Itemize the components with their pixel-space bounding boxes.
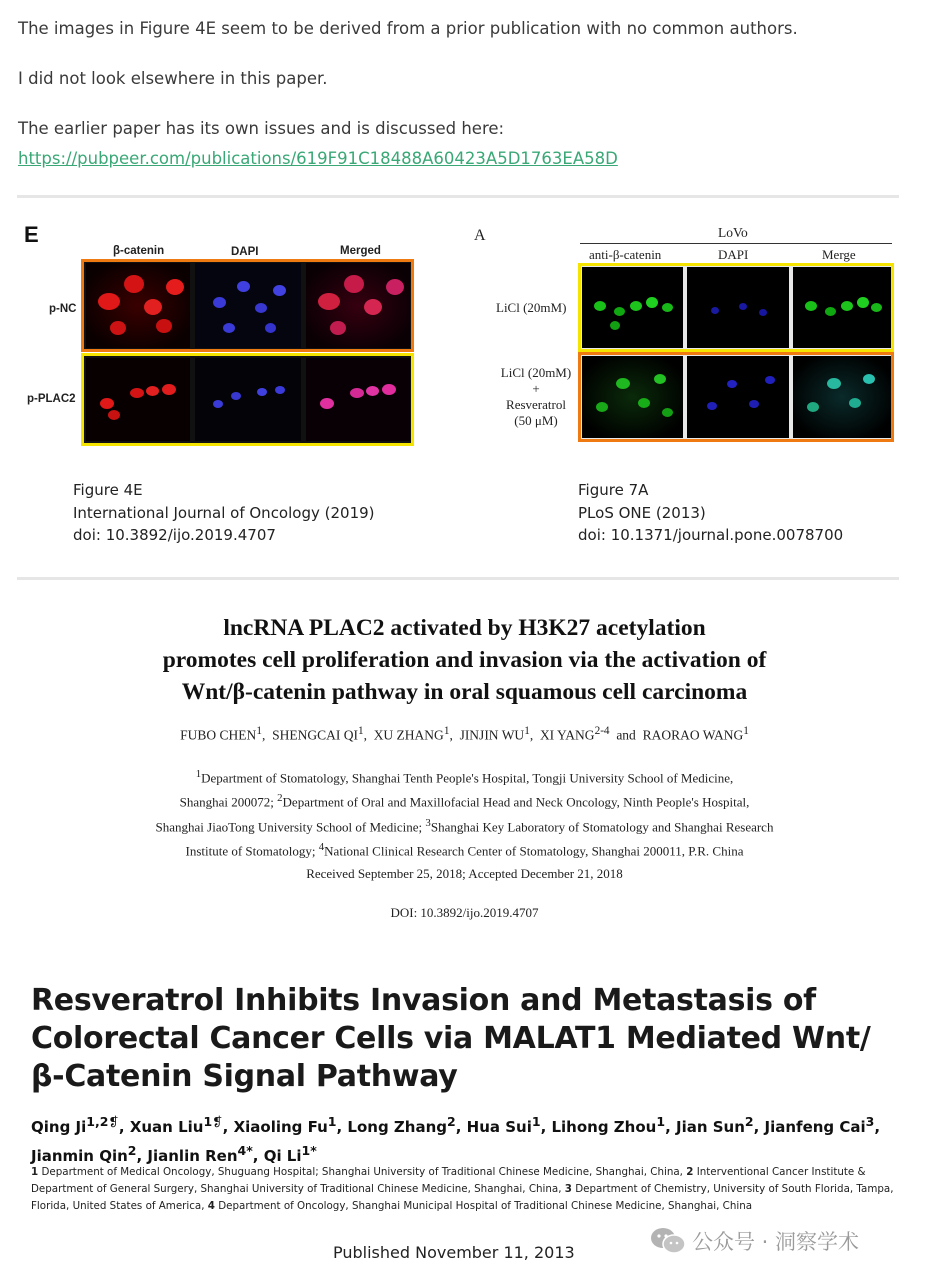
author-sup: 1❡ bbox=[203, 1114, 223, 1129]
author-sup: 1 bbox=[357, 725, 364, 737]
paper1-author: XU ZHANG bbox=[373, 727, 444, 743]
comment-body bbox=[18, 18, 898, 170]
caption-7a-doi: doi: 10.1371/journal.pone.0078700 bbox=[578, 526, 844, 544]
paper1-author: JINJIN WU bbox=[459, 727, 525, 743]
micro-dapi-pplac2 bbox=[195, 358, 301, 441]
micro-merge-licl bbox=[793, 267, 891, 348]
micro-dapi-licl bbox=[687, 267, 789, 348]
author-sup: 1 bbox=[656, 1114, 666, 1129]
caption-figure-7a bbox=[578, 479, 843, 547]
paper2-author: Long Zhang bbox=[347, 1118, 448, 1136]
paper1-doi: DOI: 10.3892/ijo.2019.4707 bbox=[390, 905, 539, 920]
paper2-aff-4: Department of Oncology, Shanghai Municipal Hospital of Traditional Chinese Medicine, Shanghai, China bbox=[218, 1200, 753, 1212]
col-label-dapi: DAPI bbox=[231, 246, 259, 258]
paper2-aff-3: Department of Chemistry, University of South Florida, Tampa, Florida, United States of America, bbox=[31, 1183, 894, 1212]
watermark-text: 公众号 · 洞察学术 bbox=[692, 1230, 860, 1254]
paper1-aff-3: Shanghai Key Laboratory of Stomatology and Shanghai Research bbox=[430, 818, 774, 834]
paper2-author: Lihong Zhou bbox=[551, 1118, 657, 1136]
micro-merged-pnc bbox=[306, 263, 410, 348]
col-label-merged: Merged bbox=[340, 245, 381, 257]
paper1-aff-4: National Clinical Research Center of Stomatology, Shanghai 200011, P.R. China bbox=[324, 843, 744, 859]
author-sup: 1 bbox=[531, 1114, 541, 1129]
row-label-licl: LiCl (20mM) bbox=[496, 300, 567, 315]
paper2-author: Jianfeng Cai bbox=[764, 1118, 866, 1136]
author-sup: 1 bbox=[743, 725, 749, 737]
paper2-author: Xiaoling Fu bbox=[233, 1118, 328, 1136]
col-label-merge: Merge bbox=[822, 247, 856, 262]
comment-line-3: The earlier paper has its own issues and is discussed here: bbox=[18, 119, 505, 138]
paper2-aff-2: Interventional Cancer Institute & Department of General Surgery, Shanghai University of Traditional Chinese Medicine, Shanghai, China, bbox=[31, 1166, 866, 1195]
micro-anti-catenin-resv bbox=[582, 356, 683, 438]
author-sup: 1 bbox=[524, 725, 530, 737]
row-label-p-nc: p-NC bbox=[49, 303, 77, 315]
paper2-author: Jianmin Qin bbox=[31, 1147, 128, 1165]
row-label-licl-resveratrol bbox=[488, 365, 584, 429]
paper2-author: Jianlin Ren bbox=[147, 1147, 238, 1165]
paper1-aff-1b: Shanghai 200072; bbox=[179, 794, 278, 810]
micro-betacatenin-pplac2 bbox=[86, 358, 190, 441]
aff-sup: 2 bbox=[277, 792, 283, 805]
paper2-affiliations bbox=[31, 1164, 901, 1215]
row-label-dose: (50 μM) bbox=[514, 413, 558, 428]
author-sup: 1 bbox=[327, 1114, 337, 1129]
panel-letter-a: A bbox=[474, 227, 486, 244]
col-label-beta-catenin: β-catenin bbox=[113, 245, 165, 257]
divider-top bbox=[17, 195, 899, 198]
micro-dapi-resv bbox=[687, 356, 789, 438]
left-row2-frame bbox=[81, 353, 414, 446]
paper1-and: and bbox=[616, 727, 636, 743]
paper1-author: XI YANG bbox=[539, 727, 595, 743]
col-label-anti-beta-catenin: anti-β-catenin bbox=[589, 247, 662, 262]
aff-sup: 1 bbox=[195, 768, 202, 780]
aff-sup: 3 bbox=[425, 816, 431, 829]
row-label-plus: + bbox=[532, 381, 540, 396]
paper2-author: Xuan Liu bbox=[129, 1118, 204, 1136]
aff-number: 3 bbox=[564, 1183, 572, 1195]
author-sup: 1* bbox=[301, 1143, 317, 1158]
paper1-author: RAORAO WANG bbox=[642, 727, 744, 743]
author-sup: 2 bbox=[127, 1143, 137, 1158]
caption-4e-doi: doi: 10.3892/ijo.2019.4707 bbox=[73, 526, 276, 544]
aff-number: 1 bbox=[31, 1166, 39, 1178]
paper1-dates: Received September 25, 2018; Accepted December 21, 2018 bbox=[306, 866, 623, 881]
paper2-authors: Qing $Ji^{1,2❡}$, Xuan Liu$^{1❡}$, Xiaoling Fu$^1$, Long Zhang$^2$, Hua Sui$^1$, Lihong Zhou$^1$, Jian Sun$^2$, Jianfeng Cai$^3$, Jianmin Qin$^2$, Jianlin Ren$^{4*}$, Qi $Li^{1*}$ bbox=[31, 1114, 881, 1165]
paper1-author: FUBO CHEN bbox=[180, 727, 257, 743]
caption-figure-4e bbox=[73, 479, 375, 547]
micro-betacatenin-pnc bbox=[86, 263, 190, 348]
paper1-title-line-3: Wnt/β-catenin pathway in oral squamous cell carcinoma bbox=[181, 679, 748, 705]
aff-number: 4 bbox=[207, 1200, 215, 1212]
author-sup: 2-4 bbox=[594, 725, 610, 737]
caption-4e-journal: International Journal of Oncology (2019) bbox=[73, 503, 375, 522]
paper2-aff-1: Department of Medical Oncology, Shuguang Hospital; Shanghai University of Traditional Chinese Medicine, Shanghai, China, bbox=[41, 1166, 683, 1178]
paper1-title-line-2: promotes cell proliferation and invasion via the activation of bbox=[162, 647, 767, 673]
panel-letter-e: E bbox=[24, 222, 39, 247]
paper2-title: Resveratrol Inhibits Invasion and Metastasis of Colorectal Cancer Cells via MALAT1 Mediated Wnt/β-Catenin Signal Pathway bbox=[31, 983, 871, 1094]
paper1-title bbox=[0, 612, 929, 708]
paper1-affiliations bbox=[0, 764, 929, 861]
micro-dapi-pnc bbox=[195, 263, 301, 348]
paper1-title-line-1: lncRNA PLAC2 activated by H3K27 acetylation bbox=[223, 615, 706, 641]
micro-anti-catenin-licl bbox=[582, 267, 683, 348]
paper1-aff-2b: Shanghai JiaoTong University School of Medicine; bbox=[155, 818, 426, 834]
aff-number: 2 bbox=[686, 1166, 694, 1178]
watermark bbox=[650, 1226, 859, 1256]
paper2-author: Jian Sun bbox=[675, 1118, 745, 1136]
group-underline bbox=[580, 243, 892, 244]
author-sup: 2 bbox=[744, 1114, 754, 1129]
right-row2-frame bbox=[578, 352, 894, 442]
paper1-author: SHENGCAI QI bbox=[272, 727, 358, 743]
paper2-author: Hua Sui bbox=[466, 1118, 532, 1136]
row-label-resveratrol: Resveratrol bbox=[506, 397, 566, 412]
author-sup: 1,2❡ bbox=[86, 1114, 119, 1129]
paper2-author: Qi Li bbox=[263, 1147, 302, 1165]
group-label-lovo: LoVo bbox=[718, 225, 748, 240]
aff-sup: 4 bbox=[318, 840, 325, 853]
micro-merged-pplac2 bbox=[306, 358, 410, 441]
author-sup: 3 bbox=[865, 1114, 875, 1129]
paper2-author: Qing Ji bbox=[31, 1118, 87, 1136]
comment-line-2: I did not look elsewhere in this paper. bbox=[18, 69, 328, 88]
comment-line-1: The images in Figure 4E seem to be derived from a prior publication with no common authors. bbox=[18, 19, 798, 38]
row-label-licl-2: LiCl (20mM) bbox=[500, 365, 572, 380]
caption-7a-figure: Figure 7A bbox=[578, 481, 649, 499]
author-sup: 2 bbox=[447, 1114, 456, 1129]
caption-7a-journal: PLoS ONE (2013) bbox=[578, 503, 706, 522]
wechat-icon bbox=[650, 1227, 686, 1255]
paper1-authors: FUBO CHEN$^1$, SHENGCAI $QI^1$, XU ZHANG$^1$, JINJIN $WU^1$, XI YANG$^{2-4}$ and RAORAO WANG$^1$ bbox=[180, 725, 749, 743]
left-row1-frame bbox=[81, 259, 414, 352]
author-sup: 1 bbox=[443, 725, 450, 737]
author-sup: 4* bbox=[237, 1143, 253, 1158]
caption-4e-figure: Figure 4E bbox=[73, 481, 143, 499]
paper1-aff-1: Department of Stomatology, Shanghai Tenth People's Hospital, Tongji University School of Medicine, bbox=[201, 770, 734, 786]
paper1-aff-2: Department of Oral and Maxillofacial Head and Neck Oncology, Ninth People's Hospital, bbox=[282, 794, 750, 810]
right-row1-frame bbox=[578, 263, 894, 352]
col-label-dapi-right: DAPI bbox=[718, 247, 749, 262]
micro-merge-resv bbox=[793, 356, 891, 438]
paper2-published-date: Published November 11, 2013 bbox=[333, 1243, 575, 1262]
row-label-p-plac2: p-PLAC2 bbox=[27, 393, 76, 405]
pubpeer-link[interactable]: https://pubpeer.com/publications/619F91C18488A60423A5D1763EA58D bbox=[18, 149, 618, 168]
divider-middle bbox=[17, 577, 899, 580]
paper1-aff-3b: Institute of Stomatology; bbox=[185, 843, 319, 859]
author-sup: 1 bbox=[256, 725, 262, 737]
